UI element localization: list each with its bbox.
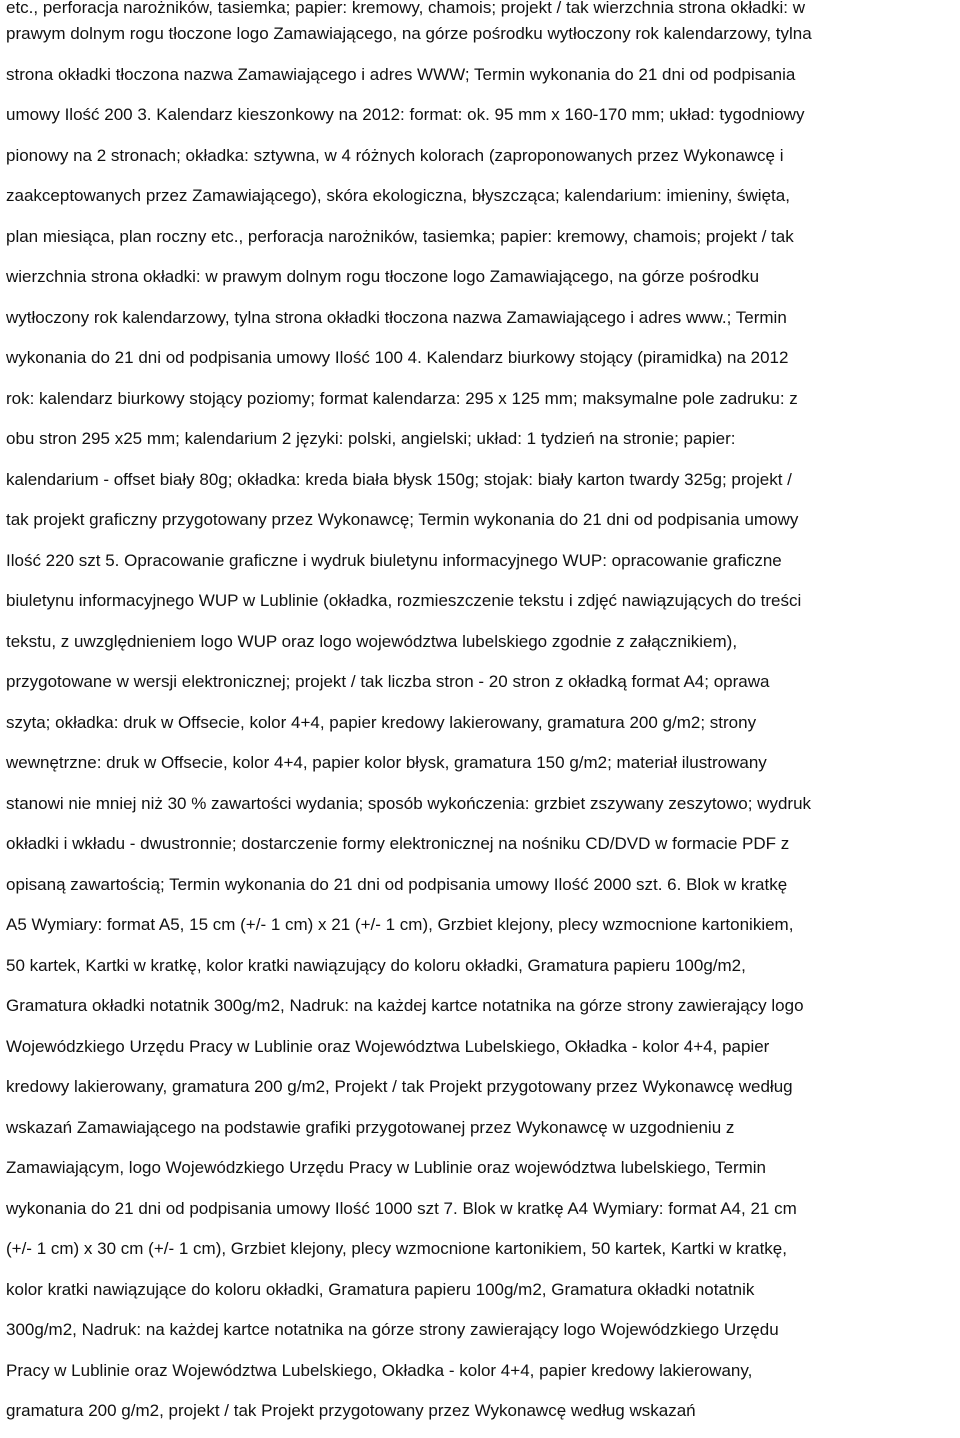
text-line: pionowy na 2 stronach; okładka: sztywna, w 4 różnych kolorach (zaproponowanych przez Wykonawcę i xyxy=(6,145,784,165)
text-line: obu stron 295 x25 mm; kalendarium 2 języki: polski, angielski; układ: 1 tydzień na stronie; papier: xyxy=(6,429,736,448)
text-line: plan miesiąca, plan roczny etc., perforacja narożników, tasiemka; papier: kremowy, chamois; projekt / tak xyxy=(6,226,794,246)
text-line: etc., perforacja narożników, tasiemka; papier: kremowy, chamois; projekt / tak wierzchnia strona okładki: w xyxy=(6,0,806,17)
text-line: strona okładki tłoczona nazwa Zamawiającego i adres WWW; Termin wykonania do 21 dni od podpisania xyxy=(6,64,796,84)
text-line: (+/- 1 cm) x 30 cm (+/- 1 cm), Grzbiet klejony, plecy wzmocnione kartonikiem, 50 kartek, Kartki w kratkę, xyxy=(6,1239,787,1258)
text-line: opisaną zawartością; Termin wykonania do 21 dni od podpisania umowy Ilość 2000 szt. 6. Blok w kratkę xyxy=(6,874,788,894)
text-line: tak projekt graficzny przygotowany przez Wykonawcę; Termin wykonania do 21 dni od podpisania umowy xyxy=(6,510,799,529)
text-line: gramatura 200 g/m2, projekt / tak Projekt przygotowany przez Wykonawcę według wskazań xyxy=(6,1401,696,1420)
text-line: wewnętrzne: druk w Offsecie, kolor 4+4, papier kolor błysk, gramatura 150 g/m2; materiał ilustrowany xyxy=(6,753,767,772)
text-line: kalendarium - offset biały 80g; okładka: kreda biała błysk 150g; stojak: biały karton twardy 325g; projekt / xyxy=(6,469,792,489)
text-line: rok: kalendarz biurkowy stojący poziomy; format kalendarza: 295 x 125 mm; maksymalne pole zadruku: z xyxy=(6,388,798,408)
text-line: 50 kartek, Kartki w kratkę, kolor kratki nawiązujący do koloru okładki, Gramatura papieru 100g/m2, xyxy=(6,955,746,975)
text-line: A5 Wymiary: format A5, 15 cm (+/- 1 cm) x 21 (+/- 1 cm), Grzbiet klejony, plecy wzmocnione kartonikiem, xyxy=(6,915,794,934)
text-line: stanowi nie mniej niż 30 % zawartości wydania; sposób wykończenia: grzbiet zszywany zeszytowo; wydruk xyxy=(6,793,812,813)
text-line: szyta; okładka: druk w Offsecie, kolor 4+4, papier kredowy lakierowany, gramatura 200 g/m2; strony xyxy=(6,712,757,732)
text-line: prawym dolnym rogu tłoczone logo Zamawiającego, na górze pośrodku wytłoczony rok kalendarzowy, tylna xyxy=(6,24,812,43)
text-line: wskazań Zamawiającego na podstawie grafiki przygotowanej przez Wykonawcę w uzgodnieniu z xyxy=(6,1117,735,1137)
text-line: zaakceptowanych przez Zamawiającego), skóra ekologiczna, błyszcząca; kalendarium: imieniny, święta, xyxy=(6,186,790,205)
text-line: tekstu, z uwzględnieniem logo WUP oraz logo województwa lubelskiego zgodnie z załącznikiem), xyxy=(6,631,738,651)
text-line: Zamawiającym, logo Wojewódzkiego Urzędu Pracy w Lublinie oraz województwa lubelskiego, Termin xyxy=(6,1158,766,1177)
text-line: umowy Ilość 200 3. Kalendarz kieszonkowy na 2012: format: ok. 95 mm x 160-170 mm; układ: tygodniowy xyxy=(6,105,805,124)
text-line: wykonania do 21 dni od podpisania umowy Ilość 1000 szt 7. Blok w kratkę A4 Wymiary: format A4, 21 cm xyxy=(6,1198,797,1218)
text-line: 300g/m2, Nadruk: na każdej kartce notatnika na górze strony zawierający logo Wojewódzkiego Urzędu xyxy=(6,1320,779,1339)
text-line: Ilość 220 szt 5. Opracowanie graficzne i wydruk biuletynu informacyjnego WUP: opracowanie graficzne xyxy=(6,550,782,570)
text-line: okładki i wkładu - dwustronnie; dostarczenie formy elektronicznej na nośniku CD/DVD w formacie PDF z xyxy=(6,834,790,853)
text-line: Wojewódzkiego Urzędu Pracy w Lublinie oraz Województwa Lubelskiego, Okładka - kolor 4+4, papier xyxy=(6,1036,770,1056)
text-line: wykonania do 21 dni od podpisania umowy Ilość 100 4. Kalendarz biurkowy stojący (piramidka) na 2012 xyxy=(6,348,789,367)
text-line: kredowy lakierowany, gramatura 200 g/m2, Projekt / tak Projekt przygotowany przez Wykonawcę według xyxy=(6,1077,793,1096)
text-line: przygotowane w wersji elektronicznej; projekt / tak liczba stron - 20 stron z okładką format A4; oprawa xyxy=(6,672,770,691)
text-line: Gramatura okładki notatnik 300g/m2, Nadruk: na każdej kartce notatnika na górze strony zawierający logo xyxy=(6,996,804,1015)
text-line: wierzchnia strona okładki: w prawym dolnym rogu tłoczone logo Zamawiającego, na górze pośrodku xyxy=(6,267,760,286)
text-line: wytłoczony rok kalendarzowy, tylna strona okładki tłoczona nazwa Zamawiającego i adres www.; Termin xyxy=(6,307,787,327)
document-body xyxy=(6,0,958,1438)
text-line: kolor kratki nawiązujące do koloru okładki, Gramatura papieru 100g/m2, Gramatura okładki notatnik xyxy=(6,1279,755,1299)
text-line: Pracy w Lublinie oraz Województwa Lubelskiego, Okładka - kolor 4+4, papier kredowy lakierowany, xyxy=(6,1360,753,1380)
text-line: biuletynu informacyjnego WUP w Lublinie (okładka, rozmieszczenie tekstu i zdjęć nawiązujących do treści xyxy=(6,591,802,610)
